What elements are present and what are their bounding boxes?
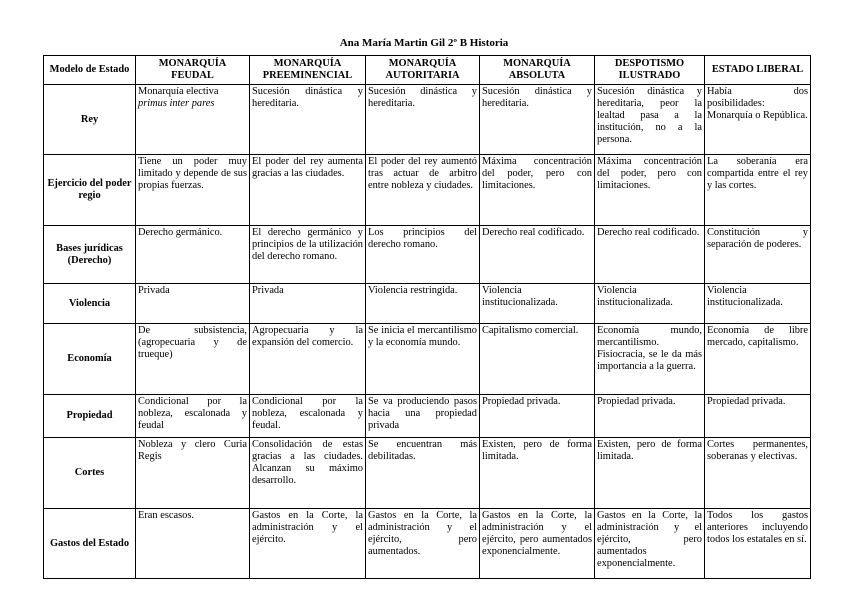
row-header: Gastos del Estado	[44, 509, 136, 579]
table-row	[44, 155, 811, 226]
table-cell: Derecho real codificado.	[480, 226, 595, 284]
row-header: Propiedad	[44, 395, 136, 438]
table-cell: Sucesión dinástica y hereditaria.	[480, 85, 595, 155]
table-row	[44, 324, 811, 395]
table-cell: Violencia institucionalizada.	[480, 284, 595, 324]
table-cell: El derecho germánico y principios de la utilización del derecho romano.	[250, 226, 366, 284]
table-cell: Sucesión dinástica y hereditaria.	[366, 85, 480, 155]
table-cell: Se inicia el mercantilismo y la economía mundo.	[366, 324, 480, 395]
table-cell	[136, 85, 250, 155]
header-cell: MONARQUÍA FEUDAL	[136, 56, 250, 85]
table-cell: Máxima concentración del poder, pero con limitaciones.	[480, 155, 595, 226]
header-cell: ESTADO LIBERAL	[705, 56, 811, 85]
row-header: Bases jurídicas (Derecho)	[44, 226, 136, 284]
table-cell: Cortes permanentes, soberanas y electivas.	[705, 438, 811, 509]
table-cell: Sucesión dinástica y hereditaria.	[250, 85, 366, 155]
table-cell: Propiedad privada.	[705, 395, 811, 438]
header-cell: Modelo de Estado	[44, 56, 136, 85]
table-cell: Propiedad privada.	[480, 395, 595, 438]
table-cell: Sucesión dinástica y hereditaria, peor la lealtad pasa a la institución, no a la persona.	[595, 85, 705, 155]
row-header: Cortes	[44, 438, 136, 509]
table-cell: Los principios del derecho romano.	[366, 226, 480, 284]
header-cell: MONARQUÍA ABSOLUTA	[480, 56, 595, 85]
row-header: Violencia	[44, 284, 136, 324]
table-cell: Se encuentran más debilitadas.	[366, 438, 480, 509]
table-cell: De subsistencia, (agropecuaria y de trueque)	[136, 324, 250, 395]
table-cell: Condicional por la nobleza, escalonada y feudal.	[250, 395, 366, 438]
table-cell: Tiene un poder muy limitado y depende de sus propias fuerzas.	[136, 155, 250, 226]
table-cell: Había dos posibilidades: Monarquía o República.	[705, 85, 811, 155]
row-header: Rey	[44, 85, 136, 155]
table-cell: Derecho real codificado.	[595, 226, 705, 284]
table-cell: La soberanía era compartida entre el rey y las cortes.	[705, 155, 811, 226]
table-row	[44, 226, 811, 284]
cell-text: Monarquía electiva	[138, 86, 219, 97]
table-cell: Gastos en la Corte, la administración y el ejército.	[250, 509, 366, 579]
table-cell: El poder del rey aumentó tras actuar de arbitro entre nobleza y ciudades.	[366, 155, 480, 226]
table-cell: Violencia institucionalizada.	[705, 284, 811, 324]
table-cell: Todos los gastos anteriores incluyendo todos los estatales en sí.	[705, 509, 811, 579]
header-row	[44, 56, 811, 85]
table-cell: Economía mundo, mercantilismo. Fisiocracia, se le da más importancia a la guerra.	[595, 324, 705, 395]
table-cell: Agropecuaria y la expansión del comercio.	[250, 324, 366, 395]
table-cell: Gastos en la Corte, la administración y el ejército, pero aumentados exponencialmente.	[595, 509, 705, 579]
comparison-table	[43, 55, 811, 579]
table-cell: Máxima concentración del poder, pero con limitaciones.	[595, 155, 705, 226]
table-cell: Violencia institucionalizada.	[595, 284, 705, 324]
table-cell: Nobleza y clero Curia Regis	[136, 438, 250, 509]
table-row	[44, 284, 811, 324]
row-header: Economía	[44, 324, 136, 395]
table-cell: Economía de libre mercado, capitalismo.	[705, 324, 811, 395]
table-row	[44, 438, 811, 509]
table-cell: Existen, pero de forma limitada.	[595, 438, 705, 509]
table-cell: Gastos en la Corte, la administración y el ejército, pero aumentados exponencialmente.	[480, 509, 595, 579]
table-cell: Gastos en la Corte, la administración y el ejército, pero aumentados.	[366, 509, 480, 579]
header-cell: MONARQUÍA PREEMINENCIAL	[250, 56, 366, 85]
table-cell: Capitalismo comercial.	[480, 324, 595, 395]
table-cell: Violencia restringida.	[366, 284, 480, 324]
cell-italic-text: primus inter pares	[138, 98, 215, 109]
table-cell: Condicional por la nobleza, escalonada y feudal	[136, 395, 250, 438]
table-row	[44, 509, 811, 579]
table-row	[44, 395, 811, 438]
header-cell: MONARQUÍA AUTORITARIA	[366, 56, 480, 85]
table-cell: Se va produciendo pasos hacia una propiedad privada	[366, 395, 480, 438]
table-cell: Privada	[250, 284, 366, 324]
table-cell: Propiedad privada.	[595, 395, 705, 438]
table-cell: Consolidación de estas gracias a las ciudades. Alcanzan su máximo desarrollo.	[250, 438, 366, 509]
table-cell: Derecho germánico.	[136, 226, 250, 284]
table-cell: Existen, pero de forma limitada.	[480, 438, 595, 509]
document-title: Ana María Martin Gil 2º B Historia	[339, 37, 509, 49]
table-cell: Eran escasos.	[136, 509, 250, 579]
row-header: Ejercicio del poder regio	[44, 155, 136, 226]
table-cell: El poder del rey aumenta gracias a las ciudades.	[250, 155, 366, 226]
table-cell: Privada	[136, 284, 250, 324]
table-cell: Constitución y separación de poderes.	[705, 226, 811, 284]
table-row	[44, 85, 811, 155]
header-cell: DESPOTISMO ILUSTRADO	[595, 56, 705, 85]
